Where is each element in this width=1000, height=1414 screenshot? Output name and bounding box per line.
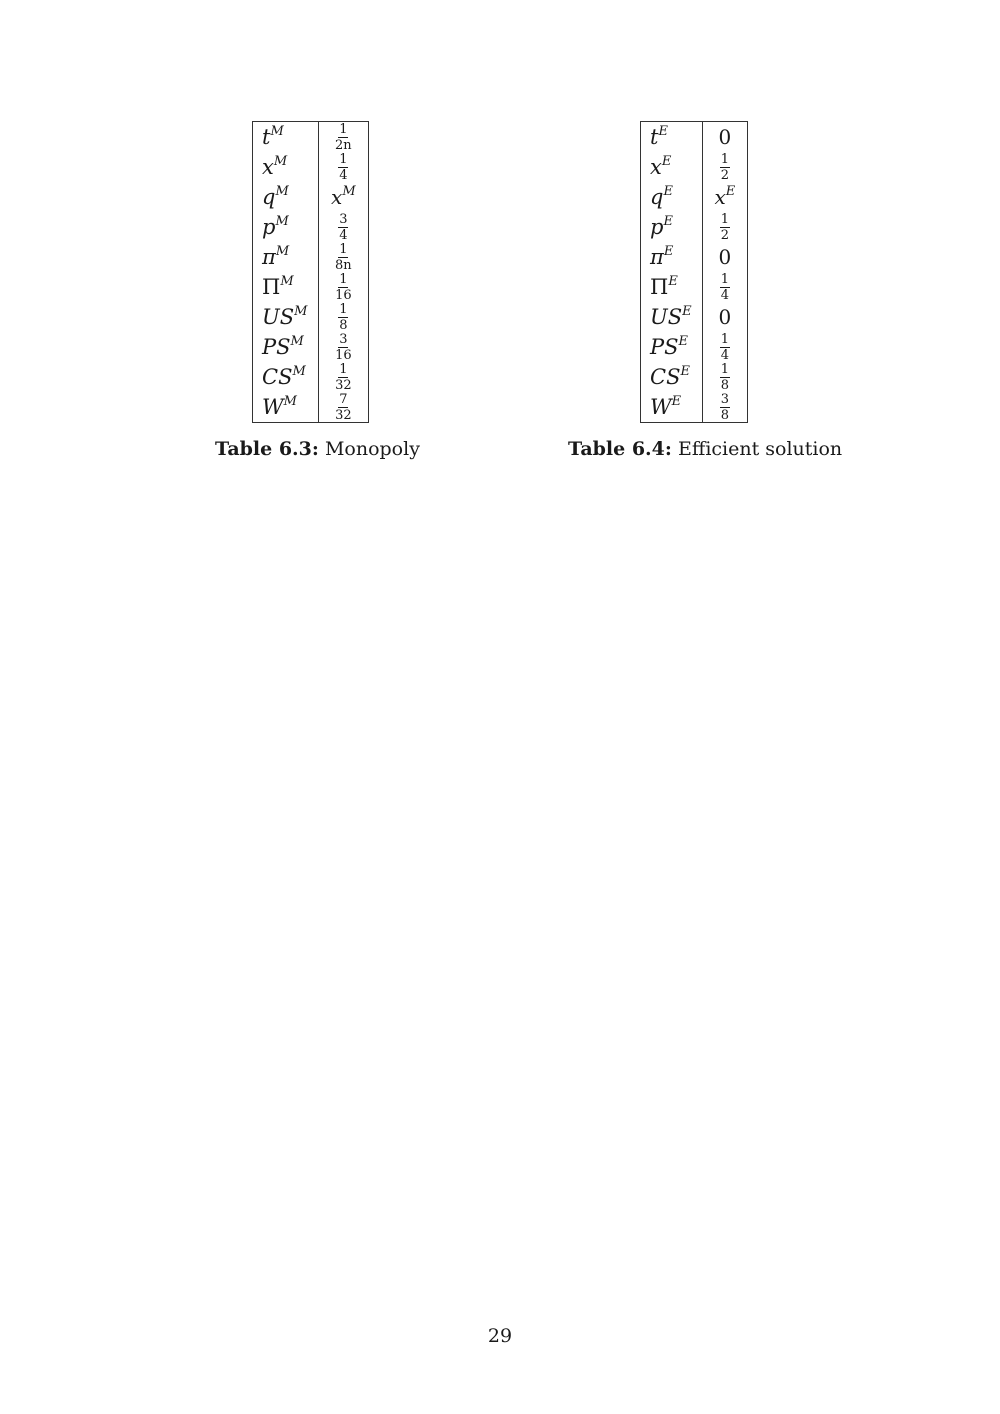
symbol-cell bbox=[253, 182, 319, 212]
value-cell bbox=[318, 182, 368, 212]
table-row bbox=[253, 122, 369, 153]
symbol-superscript: M bbox=[280, 274, 294, 289]
symbol: US bbox=[650, 305, 683, 329]
caption-text: Monopoly bbox=[324, 438, 420, 460]
symbol: PS bbox=[650, 335, 679, 359]
symbol: p bbox=[262, 215, 276, 239]
symbol-superscript: E bbox=[658, 124, 668, 139]
table-row bbox=[641, 152, 748, 182]
symbol-cell bbox=[253, 122, 319, 153]
table-row bbox=[253, 362, 369, 392]
table-row bbox=[253, 152, 369, 182]
symbol-superscript: M bbox=[275, 244, 290, 259]
fraction bbox=[334, 333, 353, 362]
denominator: 32 bbox=[335, 377, 352, 393]
symbol-cell bbox=[253, 272, 319, 302]
symbol-superscript: M bbox=[275, 214, 289, 229]
fraction bbox=[338, 213, 348, 242]
value-cell bbox=[318, 362, 368, 392]
symbol: p bbox=[650, 215, 664, 239]
symbol-superscript: M bbox=[270, 124, 284, 139]
value-cell bbox=[702, 242, 747, 272]
denominator: 8 bbox=[720, 377, 729, 393]
symbol-superscript: M bbox=[294, 304, 308, 319]
value-cell bbox=[702, 362, 747, 392]
table-row bbox=[253, 302, 369, 332]
symbol-superscript: E bbox=[663, 244, 674, 259]
symbol: US bbox=[262, 305, 295, 329]
symbol-superscript: E bbox=[668, 274, 678, 289]
denominator: 8n bbox=[335, 257, 352, 273]
denominator: 2 bbox=[720, 227, 729, 243]
caption-label: Table 6.4: bbox=[568, 438, 672, 460]
denominator: 4 bbox=[339, 167, 348, 183]
table-row bbox=[641, 272, 748, 302]
value-cell bbox=[702, 152, 747, 182]
symbol: Π bbox=[262, 275, 281, 299]
caption-text: Efficient solution bbox=[677, 438, 843, 460]
table-row bbox=[641, 212, 748, 242]
symbol-cell bbox=[253, 152, 319, 182]
symbol-superscript: M bbox=[275, 184, 289, 199]
symbol-cell bbox=[641, 182, 703, 212]
value-cell bbox=[318, 122, 368, 153]
symbol: q bbox=[650, 185, 664, 209]
symbol-superscript: M bbox=[283, 394, 297, 409]
denominator: 16 bbox=[335, 287, 352, 303]
variable-superscript: M bbox=[342, 184, 356, 199]
numerator: 1 bbox=[339, 301, 348, 317]
symbol: π bbox=[262, 245, 276, 269]
table-row bbox=[253, 242, 369, 272]
efficient-table bbox=[640, 121, 748, 423]
fraction bbox=[338, 303, 348, 332]
table-row bbox=[253, 332, 369, 362]
denominator: 4 bbox=[720, 347, 729, 363]
numerator: 1 bbox=[720, 331, 729, 347]
efficient-table-caption bbox=[568, 438, 842, 460]
value-cell bbox=[318, 332, 368, 362]
numerator: 3 bbox=[720, 391, 729, 407]
symbol: t bbox=[650, 125, 659, 149]
symbol: t bbox=[262, 125, 271, 149]
symbol-cell bbox=[641, 392, 703, 423]
variable: x bbox=[714, 185, 726, 209]
symbol: x bbox=[650, 155, 662, 179]
table-row bbox=[641, 332, 748, 362]
value-cell bbox=[702, 392, 747, 423]
fraction bbox=[334, 273, 353, 302]
symbol-superscript: M bbox=[290, 334, 304, 349]
symbol-superscript: E bbox=[663, 214, 673, 229]
fraction bbox=[720, 153, 730, 182]
symbol: CS bbox=[650, 365, 681, 389]
fraction bbox=[720, 213, 730, 242]
numerator: 3 bbox=[339, 331, 348, 347]
table-row bbox=[253, 392, 369, 423]
fraction bbox=[720, 273, 730, 302]
page-number: 29 bbox=[487, 1325, 513, 1347]
value-cell bbox=[318, 302, 368, 332]
symbol-cell bbox=[253, 302, 319, 332]
symbol-cell bbox=[253, 332, 319, 362]
symbol-superscript: E bbox=[682, 304, 692, 319]
fraction bbox=[720, 363, 730, 392]
symbol: PS bbox=[262, 335, 291, 359]
value-cell bbox=[702, 212, 747, 242]
value-cell bbox=[318, 212, 368, 242]
symbol: W bbox=[650, 395, 672, 419]
table-row bbox=[641, 392, 748, 423]
value: 0 bbox=[718, 245, 732, 269]
symbol: x bbox=[262, 155, 274, 179]
denominator: 4 bbox=[720, 287, 729, 303]
value-cell bbox=[318, 272, 368, 302]
denominator: 2n bbox=[335, 137, 352, 153]
numerator: 1 bbox=[339, 121, 348, 137]
table-row bbox=[641, 362, 748, 392]
value-cell bbox=[318, 392, 368, 423]
symbol-cell bbox=[641, 332, 703, 362]
fraction bbox=[334, 243, 353, 272]
symbol: CS bbox=[262, 365, 293, 389]
symbol-cell bbox=[641, 272, 703, 302]
value-cell bbox=[702, 272, 747, 302]
denominator: 2 bbox=[720, 167, 729, 183]
variable: x bbox=[331, 185, 343, 209]
symbol-cell bbox=[641, 302, 703, 332]
numerator: 1 bbox=[339, 271, 348, 287]
fraction bbox=[334, 363, 353, 392]
symbol-cell bbox=[641, 362, 703, 392]
symbol-cell bbox=[253, 212, 319, 242]
symbol-superscript: M bbox=[292, 364, 306, 379]
symbol-superscript: E bbox=[678, 334, 689, 349]
symbol-cell bbox=[641, 152, 703, 182]
value-cell bbox=[702, 332, 747, 362]
symbol-superscript: E bbox=[663, 184, 673, 199]
symbol-superscript: E bbox=[680, 364, 690, 379]
numerator: 1 bbox=[720, 271, 729, 287]
symbol-cell bbox=[641, 212, 703, 242]
table-row bbox=[253, 272, 369, 302]
numerator: 1 bbox=[720, 211, 729, 227]
symbol-cell bbox=[641, 122, 703, 153]
symbol-cell bbox=[253, 392, 319, 423]
symbol-cell bbox=[641, 242, 703, 272]
numerator: 1 bbox=[339, 241, 348, 257]
table-row bbox=[641, 242, 748, 272]
numerator: 1 bbox=[339, 361, 348, 377]
symbol-cell bbox=[253, 362, 319, 392]
symbol: W bbox=[262, 395, 284, 419]
fraction bbox=[334, 123, 353, 152]
value-cell bbox=[318, 242, 368, 272]
value-cell bbox=[702, 302, 747, 332]
caption-label: Table 6.3: bbox=[215, 438, 319, 460]
numerator: 3 bbox=[339, 211, 348, 227]
symbol-superscript: M bbox=[273, 154, 288, 169]
value-cell bbox=[702, 122, 747, 153]
numerator: 7 bbox=[339, 391, 348, 407]
table-row bbox=[641, 122, 748, 153]
numerator: 1 bbox=[720, 361, 729, 377]
symbol: q bbox=[262, 185, 276, 209]
monopoly-table bbox=[252, 121, 369, 423]
table-row bbox=[253, 182, 369, 212]
value-cell bbox=[318, 152, 368, 182]
denominator: 4 bbox=[339, 227, 348, 243]
value: 0 bbox=[718, 305, 732, 329]
symbol: π bbox=[650, 245, 664, 269]
fraction bbox=[338, 153, 348, 182]
numerator: 1 bbox=[720, 151, 729, 167]
symbol-cell bbox=[253, 242, 319, 272]
fraction bbox=[720, 333, 730, 362]
symbol: Π bbox=[650, 275, 669, 299]
symbol-superscript: E bbox=[661, 154, 672, 169]
table-row bbox=[641, 302, 748, 332]
table-row bbox=[253, 212, 369, 242]
numerator: 1 bbox=[339, 151, 348, 167]
symbol-superscript: E bbox=[671, 394, 682, 409]
value-cell bbox=[702, 182, 747, 212]
value: 0 bbox=[718, 125, 732, 149]
table-row bbox=[641, 182, 748, 212]
denominator: 8 bbox=[720, 407, 729, 423]
denominator: 16 bbox=[335, 347, 352, 363]
variable-superscript: E bbox=[725, 184, 736, 199]
fraction bbox=[720, 393, 730, 422]
monopoly-table-caption bbox=[215, 438, 420, 460]
denominator: 8 bbox=[339, 317, 348, 333]
fraction bbox=[334, 393, 353, 422]
denominator: 32 bbox=[335, 407, 352, 423]
